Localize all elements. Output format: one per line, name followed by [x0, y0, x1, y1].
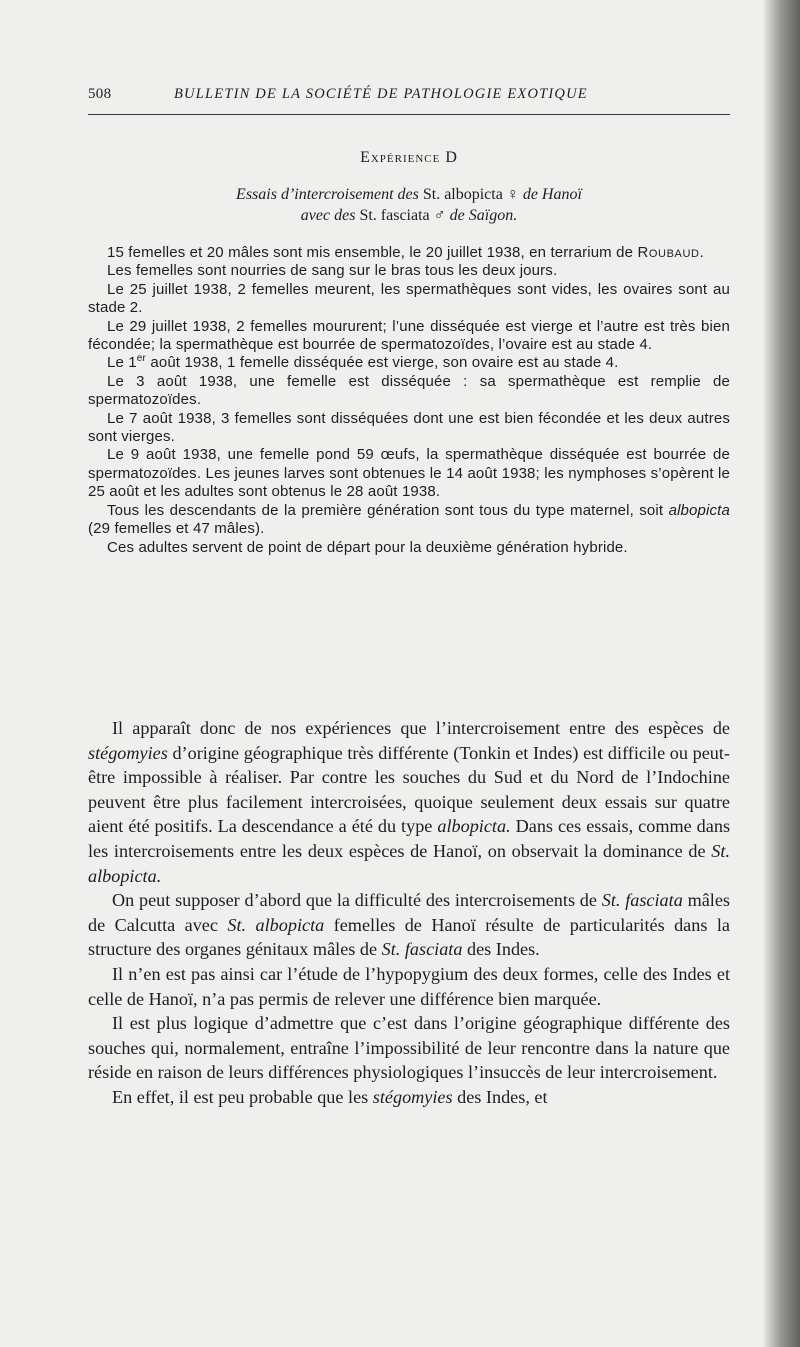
protocol-paragraph: Les femelles sont nourries de sang sur le bras tous les deux jours.	[107, 262, 558, 280]
protocol-paragraph: Le 29 juillet 1938, 2 femelles moururent; l’une disséquée est vierge et l’autre est très bien fécondée; la spermathèque est bourrée de spermatozoïdes, l’ovaire est au stade 4.	[88, 317, 730, 354]
text: mâles de Calcutta avec	[88, 890, 730, 935]
discussion-paragraph: Il n’en est pas ainsi car l’étude de l’hypopygium des deux formes, celle des Indes et celle de Hanoï, n’a pas permis de relever une différence bien marquée.	[88, 963, 730, 1009]
running-title: BULLETIN DE LA SOCIÉTÉ DE PATHOLOGIE EXOTIQUE	[174, 86, 588, 102]
discussion-text	[88, 716, 730, 1110]
species-name: St. fasciata	[601, 890, 683, 911]
text: On peut supposer d’abord que la difficulté des intercroisements de	[112, 890, 597, 911]
species-name: stégomyies	[372, 1086, 453, 1107]
species-name: St. albopicta	[227, 914, 325, 935]
species-name: St. fasciata	[381, 939, 463, 960]
text: En effet, il est peu probable que les	[112, 1086, 369, 1107]
discussion-paragraph	[88, 888, 730, 962]
protocol-paragraph: Ces adultes servent de point de départ pour la deuxième génération hybride.	[107, 538, 628, 556]
discussion-paragraph: Il est plus logique d’admettre que c’est dans l’origine géographique différente des souches qui, normalement, entraîne l’impossibilité de leur rencontre dans la nature que réside en raison de leurs différences physiologiques l’insuccès de leur intercroisement.	[88, 1013, 730, 1083]
protocol-paragraph: Le 7 août 1938, 3 femelles sont disséquées dont une est bien fécondée et les deux autres sont vierges.	[88, 409, 730, 446]
experiment-title: Expérience D	[360, 149, 458, 166]
text: .	[699, 244, 704, 261]
female-symbol-icon: ♀	[506, 186, 519, 203]
text: 15 femelles et 20 mâles sont mis ensemble, le 20 juillet 1938, en terrarium de	[107, 244, 634, 261]
experiment-subtitle	[88, 184, 730, 226]
subtitle-text: fasciata	[380, 207, 430, 224]
text: Il apparaît donc de nos expériences que l’intercroisement entre des espèces de	[112, 718, 730, 738]
protocol-paragraph: Le 3 août 1938, une femelle est disséquée : sa spermathèque est remplie de spermatozoïdes.	[88, 372, 730, 409]
text: d’origine géographique très différente (Tonkin et Indes) est difficile ou peut-être impossible à réaliser. Par contre les souches du Sud et du Nord de l’Indochine peuvent être plus facilement intercroisées, quoique seulement deux essais sur quatre aient été positifs. La descendance a été du type	[88, 742, 730, 837]
subtitle-text: avec des	[300, 207, 356, 224]
discussion-paragraph	[88, 716, 730, 888]
text: Le 1	[107, 354, 137, 372]
subtitle-line-1	[88, 184, 730, 205]
text: des Indes, et	[457, 1086, 548, 1107]
discussion-paragraph	[88, 1085, 730, 1110]
page-number: 508	[88, 86, 112, 102]
experiment-protocol	[88, 244, 730, 557]
page-header	[88, 86, 730, 112]
subtitle-text: St.	[359, 207, 377, 224]
protocol-paragraph	[88, 502, 730, 539]
header-rule	[88, 114, 730, 115]
subtitle-text: St.	[422, 186, 441, 203]
author-name: Roubaud	[637, 244, 700, 261]
text: des Indes.	[467, 939, 540, 960]
page-edge-shadow	[764, 0, 800, 1347]
text: femelles de Hanoï résulte de particularités dans la structure des organes génitaux mâles de	[88, 914, 730, 960]
protocol-paragraph: Le 25 juillet 1938, 2 femelles meurent, les spermathèques sont vides, les ovaires sont au stade 2.	[88, 280, 730, 317]
subtitle-text: Essais d’intercroisement des	[236, 186, 419, 203]
subtitle-text: albopicta	[444, 186, 503, 203]
subtitle-text: de Hanoï	[522, 186, 582, 203]
species-name: stégomyies	[88, 742, 168, 763]
species-name: albopicta.	[437, 816, 511, 837]
species-name: albopicta	[668, 501, 730, 519]
subtitle-text: de Saïgon.	[449, 207, 518, 224]
subtitle-line-2	[88, 205, 730, 226]
species-name: St. albopicta.	[88, 840, 730, 886]
text: Tous les descendants de la première génération sont tous du type maternel, soit	[107, 501, 664, 519]
protocol-paragraph	[88, 354, 730, 372]
text: août 1938, 1 femelle disséquée est vierge, son ovaire est au stade 4.	[150, 354, 619, 372]
text: Dans ces essais, comme dans les intercroisements entre les deux espèces de Hanoï, on observait la dominance de	[88, 816, 731, 861]
protocol-paragraph	[88, 244, 730, 262]
male-symbol-icon: ♂	[433, 207, 446, 224]
superscript: er	[136, 353, 146, 365]
text: (29 femelles et 47 mâles).	[88, 520, 265, 538]
protocol-paragraph: Le 9 août 1938, une femelle pond 59 œufs, la spermathèque disséquée est bourrée de spermatozoïdes. Les jeunes larves sont obtenues le 14 août 1938; les nymphoses s’opèrent le 25 août et les adultes sont obtenus le 28 août 1938.	[88, 446, 730, 501]
